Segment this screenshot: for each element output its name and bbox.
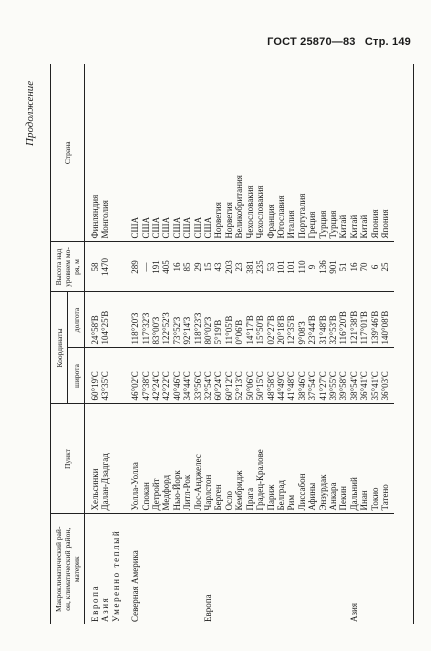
points-cell: Уолла-Уолла Спокан Детройт Медфорд Нью-Йорк Литл-Рок Лос-Анджелес Чарлстон Берген Осло Кембридж Прага Градец-Кралове Париж Белград Рим Лиссабон Афины Энзурдак Анкара Пекин Дальний Инан Токио Татено bbox=[125, 404, 394, 514]
altitude-cell: 289 — 191 405 16 85 29 15 43 203 23 381 235 53 101 101 110 9 136 901 51 16 70 6 25 bbox=[125, 242, 394, 292]
longitude-cell: 118°20'З 117°32'З 83°00'З 122°52'З 73°52'З 92°14'З 118°23'З 80°02'З 5°19'В 11°05'В 0°06'В 14°17'В 15°50'В 02°27'В 20°18'В 12°35'В 9°08'З 23°44'В 31°48'В 32°53'В 116°20'В 121°38'В 117°01'В 139°46'В 140°08'В bbox=[125, 292, 394, 348]
bottom-rule bbox=[413, 64, 414, 624]
continuation-label: Продолжение bbox=[24, 80, 36, 146]
latitude-cell: 60°19'С 43°35'С bbox=[85, 348, 126, 404]
col-header-longitude: долгота bbox=[68, 292, 85, 348]
col-header-region: Макроклиматический рай- он, климатический район, материк bbox=[51, 514, 85, 624]
page-header bbox=[267, 36, 411, 48]
standard-number: ГОСТ 25870—83 bbox=[267, 36, 356, 48]
region-cell: Северная Америка Европа Азия bbox=[125, 514, 394, 624]
longitude-cell: 24°58'В 104°25'В bbox=[85, 292, 126, 348]
table-row-group-1 bbox=[85, 64, 126, 624]
col-header-latitude: широта bbox=[68, 348, 85, 404]
climate-table bbox=[50, 64, 394, 624]
country-cell: США США США США США США США США Норвегия Норвегия Великобритания Чехословакия Чехословакия Франция Югославия Италия Португалия Греция Турция Турция Китай Китай Китай Япония Япония bbox=[130, 175, 390, 239]
country-cell: Финляндия Монголия bbox=[90, 194, 111, 239]
region-cell: Европа Азия Умеренно теплый bbox=[85, 514, 126, 624]
latitude-cell: 46°02'С 47°38'С 42°24'С 42°22'С 40°46'С 34°44'С 33°56'С 32°54'С 60°24'С 60°12'С 52°13'С 50°06'С 50°15'С 48°58'С 44°49'С 41°48'С 38°46'С 37°54'С 41°27'С 39°55'С 39°58'С 38°54'С 36°41'С 35°41'С 36°03'С bbox=[125, 348, 394, 404]
table-row-group-2 bbox=[125, 64, 394, 624]
col-header-country: Страна bbox=[51, 64, 85, 242]
page-number: Стр. 149 bbox=[364, 36, 411, 48]
col-header-point: Пункт bbox=[51, 404, 85, 514]
rotated-table-block bbox=[24, 64, 414, 624]
col-header-altitude: Высота над уровнем мо- ря, м bbox=[51, 242, 85, 292]
altitude-cell: 58 1470 bbox=[85, 242, 126, 292]
points-cell: Хельсинки Далан-Дзадгад bbox=[85, 404, 126, 514]
col-header-coordinates: Координаты bbox=[51, 292, 68, 404]
